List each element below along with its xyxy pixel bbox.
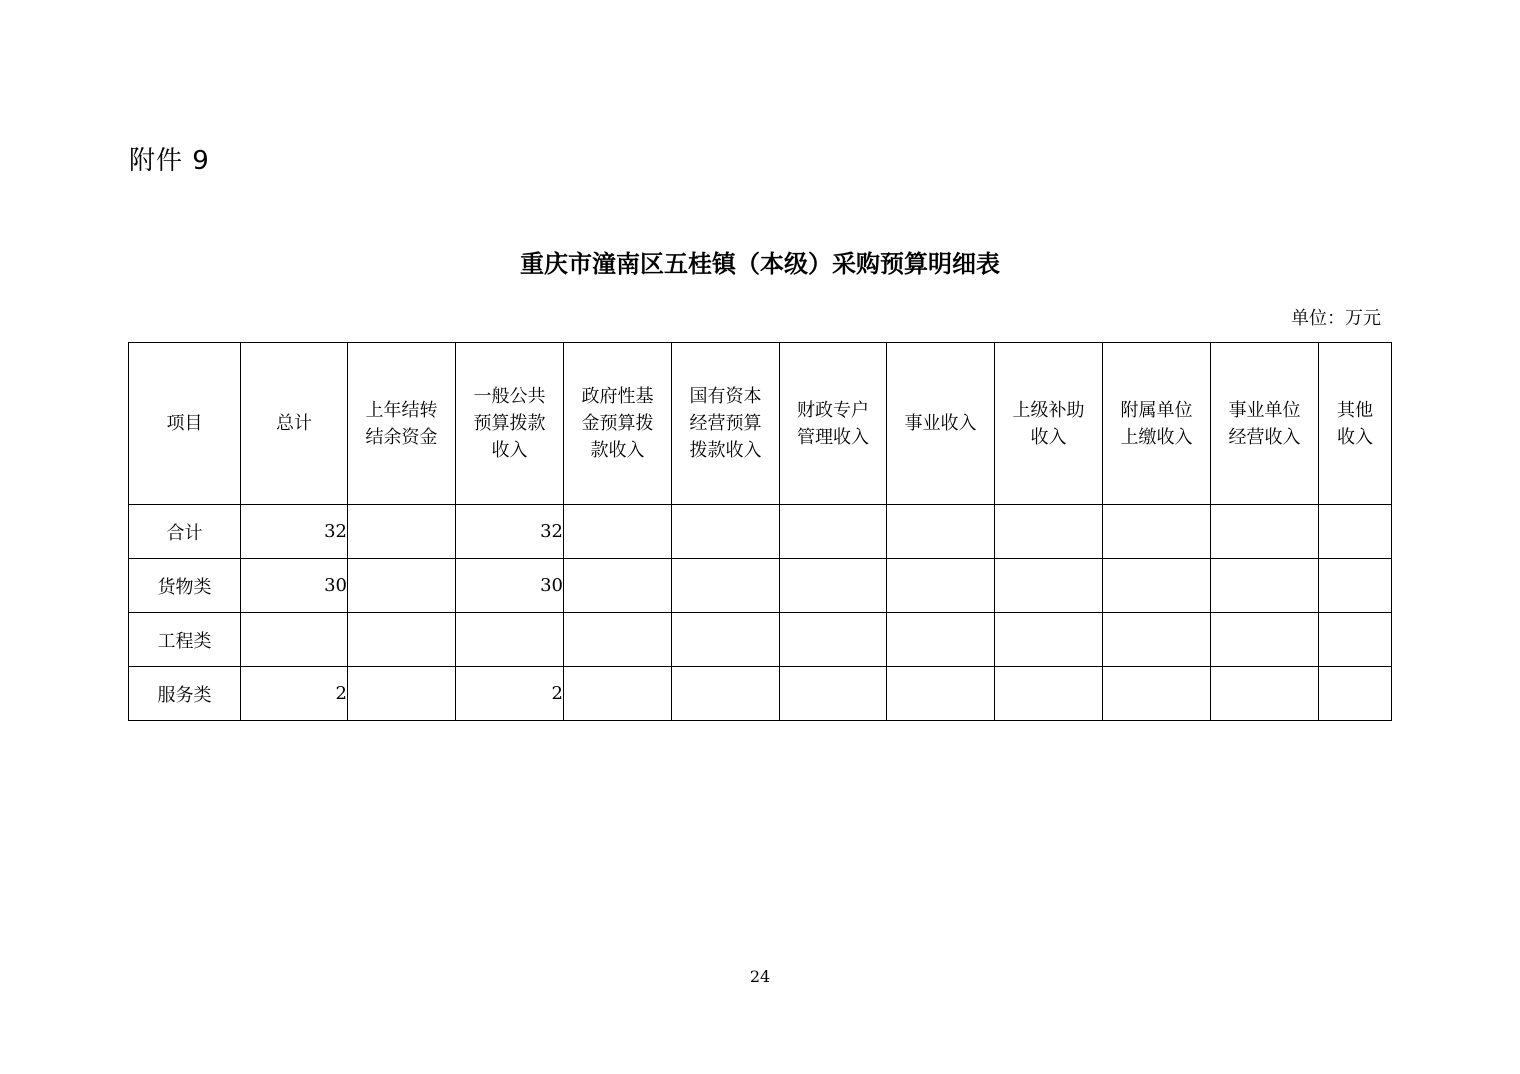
state-capital-value bbox=[672, 505, 780, 559]
header-item: 项目 bbox=[129, 343, 241, 505]
header-gov-fund: 政府性基 金预算拨 款收入 bbox=[564, 343, 672, 505]
row-name: 服务类 bbox=[129, 667, 241, 721]
header-business-income: 事业收入 bbox=[887, 343, 995, 505]
affiliated-income-value bbox=[1103, 667, 1211, 721]
general-budget-value: 30 bbox=[456, 559, 564, 613]
table-header-row bbox=[129, 343, 1392, 505]
gov-fund-value bbox=[564, 505, 672, 559]
superior-subsidy-value bbox=[995, 559, 1103, 613]
special-account-value bbox=[780, 613, 887, 667]
general-budget-value: 32 bbox=[456, 505, 564, 559]
header-general-budget: 一般公共 预算拨款 收入 bbox=[456, 343, 564, 505]
header-superior-subsidy: 上级补助 收入 bbox=[995, 343, 1103, 505]
gov-fund-value bbox=[564, 667, 672, 721]
operating-income-value bbox=[1211, 505, 1319, 559]
general-budget-value bbox=[456, 613, 564, 667]
superior-subsidy-value bbox=[995, 667, 1103, 721]
state-capital-value bbox=[672, 613, 780, 667]
carryover-value bbox=[348, 505, 456, 559]
business-income-value bbox=[887, 505, 995, 559]
header-special-account: 财政专户 管理收入 bbox=[780, 343, 887, 505]
total-value: 2 bbox=[241, 667, 348, 721]
business-income-value bbox=[887, 613, 995, 667]
carryover-value bbox=[348, 667, 456, 721]
state-capital-value bbox=[672, 667, 780, 721]
table-row bbox=[129, 613, 1392, 667]
general-budget-value: 2 bbox=[456, 667, 564, 721]
table-row bbox=[129, 667, 1392, 721]
header-operating-income: 事业单位 经营收入 bbox=[1211, 343, 1319, 505]
page-title: 重庆市潼南区五桂镇（本级）采购预算明细表 bbox=[520, 249, 1000, 278]
affiliated-income-value bbox=[1103, 559, 1211, 613]
total-value: 32 bbox=[241, 505, 348, 559]
procurement-budget-table bbox=[128, 342, 1392, 721]
page-number: 24 bbox=[749, 967, 771, 986]
affiliated-income-value bbox=[1103, 505, 1211, 559]
unit-label: 单位：万元 bbox=[1291, 308, 1381, 329]
carryover-value bbox=[348, 559, 456, 613]
gov-fund-value bbox=[564, 613, 672, 667]
business-income-value bbox=[887, 667, 995, 721]
header-total: 总计 bbox=[241, 343, 348, 505]
row-name: 货物类 bbox=[129, 559, 241, 613]
header-other-income: 其他 收入 bbox=[1319, 343, 1392, 505]
attachment-label: 附件 9 bbox=[129, 146, 210, 176]
row-name: 工程类 bbox=[129, 613, 241, 667]
other-income-value bbox=[1319, 667, 1392, 721]
row-name: 合计 bbox=[129, 505, 241, 559]
special-account-value bbox=[780, 667, 887, 721]
gov-fund-value bbox=[564, 559, 672, 613]
state-capital-value bbox=[672, 559, 780, 613]
other-income-value bbox=[1319, 613, 1392, 667]
special-account-value bbox=[780, 505, 887, 559]
header-affiliated-income: 附属单位 上缴收入 bbox=[1103, 343, 1211, 505]
superior-subsidy-value bbox=[995, 613, 1103, 667]
operating-income-value bbox=[1211, 559, 1319, 613]
special-account-value bbox=[780, 559, 887, 613]
total-value bbox=[241, 613, 348, 667]
table-row bbox=[129, 505, 1392, 559]
superior-subsidy-value bbox=[995, 505, 1103, 559]
operating-income-value bbox=[1211, 667, 1319, 721]
operating-income-value bbox=[1211, 613, 1319, 667]
business-income-value bbox=[887, 559, 995, 613]
affiliated-income-value bbox=[1103, 613, 1211, 667]
header-carryover: 上年结转 结余资金 bbox=[348, 343, 456, 505]
header-state-capital: 国有资本 经营预算 拨款收入 bbox=[672, 343, 780, 505]
table-row bbox=[129, 559, 1392, 613]
total-value: 30 bbox=[241, 559, 348, 613]
other-income-value bbox=[1319, 505, 1392, 559]
other-income-value bbox=[1319, 559, 1392, 613]
carryover-value bbox=[348, 613, 456, 667]
